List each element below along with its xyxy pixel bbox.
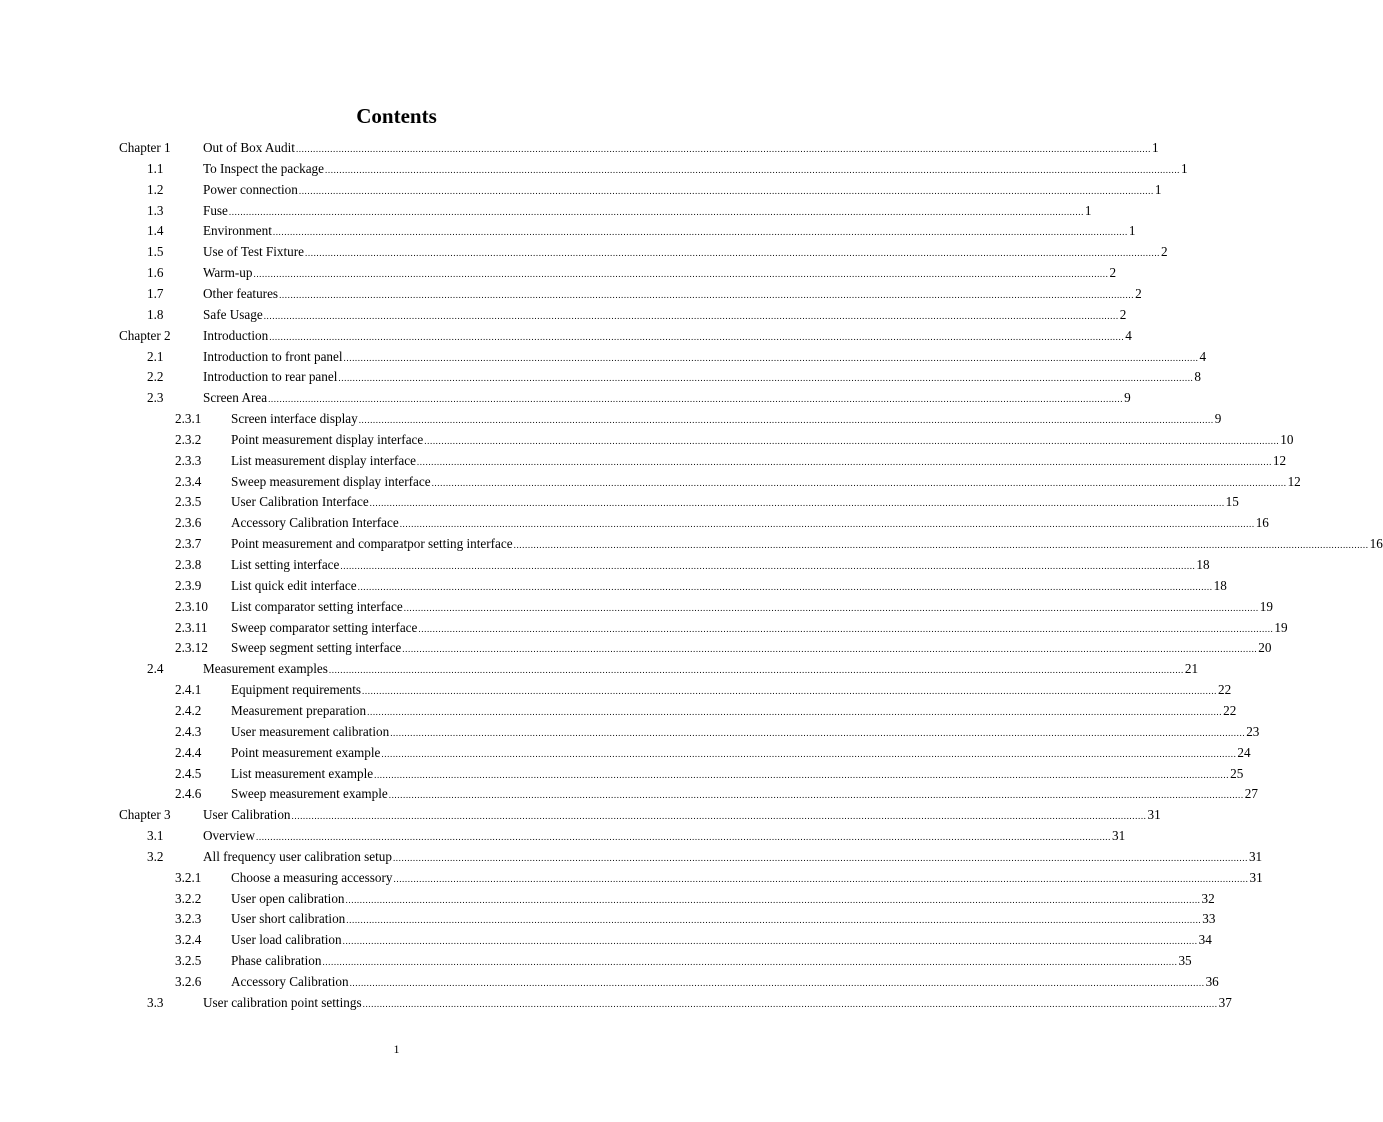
toc-entry-title: List measurement display interface xyxy=(231,452,416,468)
toc-entry-line xyxy=(203,826,1126,847)
toc-entry-number: 2.4.6 xyxy=(175,786,202,802)
toc-entry-number: 1.5 xyxy=(147,244,164,260)
toc-entry-page: 32 xyxy=(1201,890,1215,906)
toc-entry[interactable] xyxy=(0,597,1273,617)
toc-entry-line xyxy=(231,451,1287,472)
toc-leader-dots: ............................................................................................................................................................................................................................................................................................................ xyxy=(390,727,1246,738)
toc-entry[interactable] xyxy=(0,242,1168,262)
toc-entry-line xyxy=(203,180,1162,201)
toc-entry-number: 2.3.9 xyxy=(175,577,202,593)
toc-entry-number: 2.3.7 xyxy=(175,536,202,552)
toc-entry[interactable] xyxy=(0,909,1216,929)
toc-entry[interactable] xyxy=(0,993,1232,1013)
toc-leader-dots: ............................................................................................................................................................................................................................................................................................................ xyxy=(388,790,1244,801)
toc-entry-page: 15 xyxy=(1225,494,1239,510)
toc-entry-page: 8 xyxy=(1194,369,1201,385)
toc-entry-number: 2.3.6 xyxy=(175,515,202,531)
toc-entry-number: 2.2 xyxy=(147,369,164,385)
toc-entry-line xyxy=(231,784,1258,805)
toc-entry-number: 3.2.4 xyxy=(175,932,202,948)
toc-entry[interactable] xyxy=(0,201,1092,221)
toc-entry-page: 35 xyxy=(1178,953,1192,969)
toc-entry-title: List measurement example xyxy=(231,765,374,781)
toc-entry[interactable] xyxy=(0,221,1136,241)
toc-entry-number: 2.3.11 xyxy=(175,619,208,635)
toc-entry[interactable] xyxy=(0,138,1159,158)
toc-entry[interactable] xyxy=(0,638,1272,658)
toc-entry-title: Measurement examples xyxy=(203,661,328,677)
toc-entry-number: Chapter 1 xyxy=(119,140,171,155)
toc-leader-dots: ............................................................................................................................................................................................................................................................................................................ xyxy=(345,894,1201,905)
toc-leader-dots: ............................................................................................................................................................................................................................................................................................................ xyxy=(392,852,1248,863)
toc-entry-number: 1.1 xyxy=(147,160,164,176)
toc-entry-number: 2.3.10 xyxy=(175,598,208,614)
toc-entry-line xyxy=(203,993,1232,1014)
toc-entry[interactable] xyxy=(0,263,1117,283)
toc-entry[interactable] xyxy=(0,305,1127,325)
toc-leader-dots: ............................................................................................................................................................................................................................................................................................................ xyxy=(253,269,1109,280)
toc-leader-dots: ............................................................................................................................................................................................................................................................................................................ xyxy=(342,936,1198,947)
toc-entry[interactable] xyxy=(0,430,1294,450)
toc-entry-line xyxy=(231,534,1383,555)
toc-entry-number: 1.3 xyxy=(147,202,164,218)
toc-entry[interactable] xyxy=(0,472,1301,492)
toc-entry-line xyxy=(203,221,1136,242)
toc-entry-page: 18 xyxy=(1196,557,1210,572)
toc-leader-dots: ............................................................................................................................................................................................................................................................................................................ xyxy=(279,289,1135,300)
toc-leader-dots: ............................................................................................................................................................................................................................................................................................................ xyxy=(362,998,1218,1009)
toc-entry-page: 4 xyxy=(1199,348,1207,364)
toc-leader-dots: ............................................................................................................................................................................................................................................................................................................ xyxy=(328,665,1184,676)
toc-entry-number: 2.4.4 xyxy=(175,744,202,760)
toc-entry-page: 31 xyxy=(1147,807,1161,823)
toc-entry-line xyxy=(231,889,1215,910)
toc-leader-dots: ............................................................................................................................................................................................................................................................................................................ xyxy=(291,811,1147,822)
toc-entry[interactable] xyxy=(0,889,1215,909)
toc-leader-dots: ............................................................................................................................................................................................................................................................................................................ xyxy=(228,206,1084,217)
toc-entry-line xyxy=(203,284,1142,305)
toc-leader-dots: ............................................................................................................................................................................................................................................................................................................ xyxy=(298,185,1154,196)
toc-entry-number: 2.3.1 xyxy=(175,411,202,427)
toc-leader-dots: ............................................................................................................................................................................................................................................................................................................ xyxy=(381,748,1237,759)
toc-entry-title: Out of Box Audit xyxy=(203,140,295,155)
toc-leader-dots: ............................................................................................................................................................................................................................................................................................................ xyxy=(369,498,1225,509)
toc-entry-number: 3.2.6 xyxy=(175,974,202,989)
toc-leader-dots: ............................................................................................................................................................................................................................................................................................................ xyxy=(349,978,1205,988)
toc-entry-title: User short calibration xyxy=(231,911,346,927)
toc-entry-number: 2.3.3 xyxy=(175,452,202,468)
toc-entry[interactable] xyxy=(0,326,1132,346)
toc-entry[interactable] xyxy=(0,743,1251,763)
toc-entry-line xyxy=(203,367,1201,388)
toc-entry-line xyxy=(231,722,1260,743)
toc-entry-number: 1.7 xyxy=(147,285,164,301)
toc-entry-page: 2 xyxy=(1135,285,1142,301)
toc-entry-number: 3.3 xyxy=(147,994,164,1010)
toc-entry-line xyxy=(203,263,1117,284)
toc-leader-dots: ............................................................................................................................................................................................................................................................................................................ xyxy=(346,915,1202,926)
toc-entry[interactable] xyxy=(0,451,1287,471)
toc-entry-line xyxy=(203,305,1127,326)
toc-entry-line xyxy=(231,972,1219,993)
toc-leader-dots: ............................................................................................................................................................................................................................................................................................................ xyxy=(403,602,1259,613)
toc-entry-title: User Calibration xyxy=(203,807,291,823)
toc-entry-page: 19 xyxy=(1274,619,1288,635)
toc-entry-page: 1 xyxy=(1181,160,1188,176)
toc-leader-dots: ............................................................................................................................................................................................................................................................................................................ xyxy=(343,352,1199,363)
toc-leader-dots: ............................................................................................................................................................................................................................................................................................................ xyxy=(399,519,1255,530)
toc-entry-page: 34 xyxy=(1198,932,1212,948)
toc-entry-page: 33 xyxy=(1202,911,1216,927)
toc-entry-title: Fuse xyxy=(203,202,228,218)
toc-entry-line xyxy=(231,701,1237,722)
page-title: Contents xyxy=(356,104,437,128)
toc-entry-title: Power connection xyxy=(203,181,298,197)
toc-entry-title: Sweep comparator setting interface xyxy=(231,619,418,635)
toc-entry-number: 2.3.12 xyxy=(175,640,208,656)
toc-entry-title: List comparator setting interface xyxy=(231,598,403,614)
toc-entry-title: Sweep measurement example xyxy=(231,786,388,802)
toc-entry-title: Introduction to rear panel xyxy=(203,369,338,385)
toc-leader-dots: ............................................................................................................................................................................................................................................................................................................ xyxy=(295,144,1151,154)
toc-entry-line xyxy=(231,409,1222,430)
toc-entry-page: 24 xyxy=(1237,744,1251,760)
toc-entry-page: 16 xyxy=(1255,515,1269,531)
toc-leader-dots: ............................................................................................................................................................................................................................................................................................................ xyxy=(269,331,1125,342)
toc-entry-title: Point measurement display interface xyxy=(231,431,424,447)
toc-leader-dots: ............................................................................................................................................................................................................................................................................................................ xyxy=(362,686,1218,697)
toc-entry[interactable] xyxy=(0,930,1212,950)
toc-entry-page: 10 xyxy=(1280,431,1294,447)
toc-entry[interactable] xyxy=(0,951,1192,971)
toc-leader-dots: ............................................................................................................................................................................................................................................................................................................ xyxy=(374,769,1230,780)
toc-entry-number: 2.4.2 xyxy=(175,702,202,718)
toc-entry-title: Screen interface display xyxy=(231,411,358,427)
toc-entry[interactable] xyxy=(0,409,1222,429)
toc-entry-title: To Inspect the package xyxy=(203,160,325,176)
toc-entry-page: 21 xyxy=(1184,661,1199,677)
toc-entry-line xyxy=(231,576,1227,597)
toc-entry-number: 1.4 xyxy=(147,223,164,239)
toc-entry-title: Phase calibration xyxy=(231,953,322,969)
toc-entry-title: Accessory Calibration xyxy=(231,974,349,989)
toc-entry-page: 36 xyxy=(1205,974,1219,989)
toc-entry-number: Chapter 2 xyxy=(119,327,171,343)
toc-entry-title: Choose a measuring accessory xyxy=(231,869,393,885)
toc-entry-line xyxy=(203,847,1263,868)
toc-entry-page: 1 xyxy=(1154,181,1162,197)
toc-entry-number: 2.4.1 xyxy=(175,682,202,698)
toc-entry-title: User measurement calibration xyxy=(231,723,390,739)
toc-entry[interactable] xyxy=(0,555,1210,575)
toc-entry-title: User calibration point settings xyxy=(203,994,362,1010)
toc-entry-number: 1.8 xyxy=(147,306,164,322)
toc-entry-title: List setting interface xyxy=(231,557,340,572)
toc-entry-title: Accessory Calibration Interface xyxy=(231,515,399,531)
toc-entry-number: 2.3.5 xyxy=(175,494,202,510)
toc-entry-page: 31 xyxy=(1249,869,1263,885)
toc-entry-title: Sweep measurement display interface xyxy=(231,473,431,489)
toc-entry-title: User load calibration xyxy=(231,932,342,948)
toc-entry-title: Safe Usage xyxy=(203,306,263,322)
toc-entry-title: Warm-up xyxy=(203,265,253,281)
toc-entry-title: Screen Area xyxy=(203,390,268,406)
toc-entry-page: 12 xyxy=(1272,452,1287,468)
toc-entry-number: 2.3.8 xyxy=(175,557,202,572)
toc-entry-line xyxy=(203,805,1161,826)
toc-leader-dots: ............................................................................................................................................................................................................................................................................................................ xyxy=(367,706,1223,717)
toc-leader-dots: ............................................................................................................................................................................................................................................................................................................ xyxy=(322,957,1178,968)
toc-entry[interactable] xyxy=(0,784,1258,804)
toc-entry-page: 22 xyxy=(1218,682,1232,698)
toc-leader-dots: ............................................................................................................................................................................................................................................................................................................ xyxy=(402,644,1258,655)
toc-entry-number: 3.2.1 xyxy=(175,869,202,885)
toc-entry-page: 1 xyxy=(1128,223,1136,239)
toc-entry-page: 31 xyxy=(1112,828,1126,844)
toc-entry-line xyxy=(231,743,1251,764)
toc-entry-title: User open calibration xyxy=(231,890,345,906)
toc-entry-line xyxy=(231,492,1239,513)
toc-entry[interactable] xyxy=(0,847,1263,867)
toc-entry-line xyxy=(231,555,1210,576)
toc-entry-line xyxy=(231,472,1301,493)
toc-entry-line xyxy=(203,326,1132,347)
toc-entry[interactable] xyxy=(0,534,1383,554)
toc-entry[interactable] xyxy=(0,388,1131,408)
toc-leader-dots: ............................................................................................................................................................................................................................................................................................................ xyxy=(513,540,1369,551)
toc-leader-dots: ............................................................................................................................................................................................................................................................................................................ xyxy=(416,456,1272,467)
toc-entry-page: 22 xyxy=(1223,702,1237,718)
toc-entry-line xyxy=(231,930,1212,951)
toc-entry-line xyxy=(231,868,1263,889)
toc-entry[interactable] xyxy=(0,701,1237,721)
toc-entry-line xyxy=(231,618,1288,639)
toc-entry-title: Measurement preparation xyxy=(231,702,367,718)
toc-entry-line xyxy=(203,201,1092,222)
toc-entry-page: 2 xyxy=(1109,265,1117,281)
toc-entry-title: Use of Test Fixture xyxy=(203,244,305,260)
toc-entry-title: All frequency user calibration setup xyxy=(203,848,392,864)
toc-entry-line xyxy=(231,680,1232,701)
toc-entry-number: Chapter 3 xyxy=(119,807,171,823)
toc-entry-number: 2.4.5 xyxy=(175,765,202,781)
toc-entry[interactable] xyxy=(0,680,1232,700)
toc-entry-page: 1 xyxy=(1151,140,1159,155)
toc-leader-dots: ............................................................................................................................................................................................................................................................................................................ xyxy=(418,623,1274,634)
page-number: 1 xyxy=(393,1042,400,1056)
toc-entry[interactable] xyxy=(0,722,1260,742)
toc-leader-dots: ............................................................................................................................................................................................................................................................................................................ xyxy=(325,164,1181,175)
toc-entry-number: 2.1 xyxy=(147,348,164,364)
toc-leader-dots: ............................................................................................................................................................................................................................................................................................................ xyxy=(272,227,1128,238)
toc-entry[interactable] xyxy=(0,576,1227,596)
toc-entry[interactable] xyxy=(0,868,1263,888)
toc-entry[interactable] xyxy=(0,180,1162,200)
toc-leader-dots: ............................................................................................................................................................................................................................................................................................................ xyxy=(268,394,1124,405)
toc-entry-line xyxy=(203,159,1188,180)
toc-entry[interactable] xyxy=(0,618,1288,638)
toc-entry-number: 2.4 xyxy=(147,661,164,677)
toc-entry-page: 4 xyxy=(1125,327,1132,343)
toc-entry-line xyxy=(203,138,1159,159)
toc-leader-dots: ............................................................................................................................................................................................................................................................................................................ xyxy=(340,561,1196,571)
toc-entry-number: 3.2.5 xyxy=(175,953,202,969)
toc-entry-page: 37 xyxy=(1218,994,1232,1010)
toc-entry-title: Environment xyxy=(203,223,272,239)
toc-entry-page: 9 xyxy=(1124,390,1131,406)
toc-entry-page: 23 xyxy=(1246,723,1260,739)
toc-leader-dots: ............................................................................................................................................................................................................................................................................................................ xyxy=(305,248,1161,259)
toc-entry-number: 3.2.3 xyxy=(175,911,202,927)
toc-entry-line xyxy=(231,430,1294,451)
toc-entry[interactable] xyxy=(0,805,1161,825)
toc-entry-page: 19 xyxy=(1259,598,1273,614)
toc-entry[interactable] xyxy=(0,159,1188,179)
toc-entry-page: 16 xyxy=(1369,536,1383,552)
toc-leader-dots: ............................................................................................................................................................................................................................................................................................................ xyxy=(358,415,1214,426)
toc-entry-title: List quick edit interface xyxy=(231,577,357,593)
toc-entry-page: 18 xyxy=(1213,577,1227,593)
toc-leader-dots: ............................................................................................................................................................................................................................................................................................................ xyxy=(424,435,1280,446)
toc-entry-title: Sweep segment setting interface xyxy=(231,640,402,656)
toc-entry-page: 9 xyxy=(1214,411,1222,427)
toc-entry-number: 1.2 xyxy=(147,181,164,197)
toc-entry-number: 2.3.2 xyxy=(175,431,202,447)
toc-entry-number: 1.6 xyxy=(147,265,164,281)
toc-entry-line xyxy=(231,764,1244,785)
toc-entry[interactable] xyxy=(0,764,1244,784)
toc-entry-number: 2.3 xyxy=(147,390,164,406)
toc-entry-line xyxy=(231,513,1269,534)
toc-entry-line xyxy=(203,659,1199,680)
toc-entry-number: 2.4.3 xyxy=(175,723,202,739)
toc-leader-dots: ............................................................................................................................................................................................................................................................................................................ xyxy=(393,873,1249,884)
toc-entry-title: Equipment requirements xyxy=(231,682,362,698)
toc-entry-title: Overview xyxy=(203,828,255,844)
toc-entry[interactable] xyxy=(0,284,1142,304)
toc-entry-number: 3.2 xyxy=(147,848,164,864)
toc-entry-line xyxy=(203,388,1131,409)
toc-entry-line xyxy=(231,597,1273,618)
toc-entry-page: 25 xyxy=(1230,765,1244,781)
toc-entry-page: 2 xyxy=(1161,244,1168,260)
toc-entry[interactable] xyxy=(0,972,1219,992)
toc-leader-dots: ............................................................................................................................................................................................................................................................................................................ xyxy=(256,832,1111,843)
toc-entry-title: User Calibration Interface xyxy=(231,494,369,510)
toc-entry-line xyxy=(203,347,1207,368)
toc-entry[interactable] xyxy=(0,347,1207,367)
toc-leader-dots: ............................................................................................................................................................................................................................................................................................................ xyxy=(338,373,1194,384)
toc-entry-number: 3.2.2 xyxy=(175,890,202,906)
toc-entry[interactable] xyxy=(0,659,1199,679)
toc-entry-title: Other features xyxy=(203,285,279,301)
toc-entry-title: Introduction xyxy=(203,327,269,343)
toc-entry[interactable] xyxy=(0,492,1239,512)
toc-leader-dots: ............................................................................................................................................................................................................................................................................................................ xyxy=(357,581,1213,592)
toc-entry-page: 1 xyxy=(1084,202,1092,218)
toc-entry-number: 2.3.4 xyxy=(175,473,202,489)
toc-entry-page: 12 xyxy=(1287,473,1301,489)
toc-entry-number: 3.1 xyxy=(147,828,164,844)
toc-entry[interactable] xyxy=(0,826,1126,846)
toc-entry-line xyxy=(231,909,1216,930)
toc-entry-title: Point measurement and comparatpor setting interface xyxy=(231,536,513,552)
toc-leader-dots: ............................................................................................................................................................................................................................................................................................................ xyxy=(431,477,1287,488)
toc-entry[interactable] xyxy=(0,513,1269,533)
toc-entry-title: Introduction to front panel xyxy=(203,348,343,364)
toc-entry-page: 2 xyxy=(1119,306,1127,322)
toc-entry-page: 31 xyxy=(1248,848,1263,864)
toc-entry[interactable] xyxy=(0,367,1201,387)
toc-entry-line xyxy=(231,951,1192,972)
toc-entry-page: 27 xyxy=(1244,786,1258,802)
toc-entry-page: 20 xyxy=(1258,640,1272,656)
toc-entry-title: Point measurement example xyxy=(231,744,381,760)
toc-entry-line xyxy=(203,242,1168,263)
toc-entry-line xyxy=(231,638,1272,659)
toc-leader-dots: ............................................................................................................................................................................................................................................................................................................ xyxy=(263,310,1119,321)
